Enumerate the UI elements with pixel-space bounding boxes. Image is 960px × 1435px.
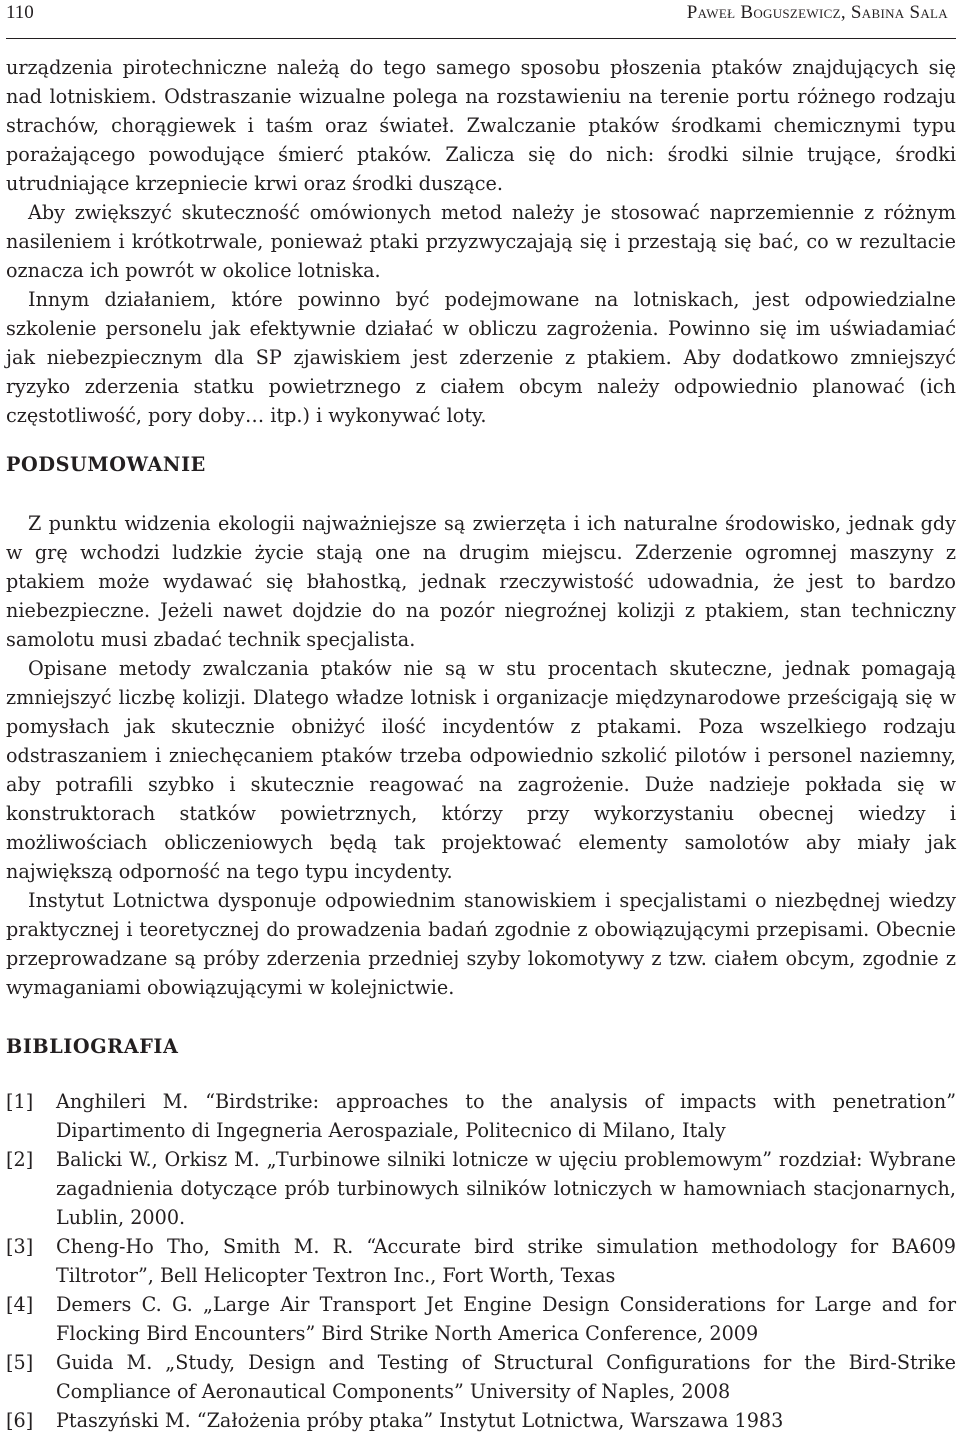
section-heading-bibliography: BIBLIOGRAFIA <box>6 1035 179 1058</box>
bibliography-text: Ptaszyński M. “Założenia próby ptaka” Instytut Lotnictwa, Warszawa 1983 <box>56 1409 784 1432</box>
page-number: 110 <box>6 2 34 23</box>
summary-paragraph: Z punktu widzenia ekologii najważniejsze są zwierzęta i ich naturalne środowisko, jednak gdy w grę wchodzi ludzkie życie stają one na drugim miejscu. Zderzenie ogromnej maszyny z ptakiem może wydawać się błahostką, jednak rzeczywistość udowadnia, że jest to bardzo niebezpieczne. Jeżeli nawet dojdzie do na pozór niegroźnej kolizji z ptakiem, stan techniczny samolotu musi zbadać technik specjalista. <box>6 512 956 651</box>
bibliography-text: Anghileri M. “Birdstrike: approaches to the analysis of impacts with penetration” Dipartimento di Ingegneria Aerospaziale, Politecnico di Milano, Italy <box>56 1090 956 1142</box>
bibliography-text: Balicki W., Orkisz M. „Turbinowe silniki lotnicze w ujęciu problemowym” rozdział: Wybrane zagadnienia dotyczące prób turbinowych silników lotniczych w hamowniach stacjonarnych, Lublin, 2000. <box>56 1148 956 1229</box>
bibliography-entry <box>6 1232 956 1290</box>
bibliography-text: Guida M. „Study, Design and Testing of Structural Configurations for the Bird-Strike Compliance of Aeronautical Components” University of Naples, 2008 <box>56 1351 956 1403</box>
running-head <box>6 0 956 30</box>
bibliography-list <box>6 1087 956 1435</box>
summary-paragraph: Opisane metody zwalczania ptaków nie są w stu procentach skuteczne, jednak pomagają zmniejszyć liczbę kolizji. Dlatego władze lotnisk i organizacje międzynarodowe prześcigają się w pomysłach jak skutecznie obniżyć ilość incydentów z ptakami. Poza wszelkiego rodzaju odstraszaniem i zniechęcaniem ptaków trzeba odpowiednio szkolić pilotów i personel naziemny, aby potrafili szybko i skutecznie reagować na zagrożenie. Duże nadzieje pokłada się w konstruktorach statków powietrznych, którzy przy wykorzystaniu obecnej wiedzy i możliwościach obliczeniowych będą tak projektować elementy samolotów aby miały jak największą odporność na tego typu incydenty. <box>6 657 956 883</box>
bibliography-number: [4] <box>6 1293 34 1316</box>
body-paragraph: Innym działaniem, które powinno być podejmowane na lotniskach, jest odpowiedzialne szkolenie personelu jak efektywnie działać w obliczu zagrożenia. Powinno się im uświadamiać jak niebezpiecznym dla SP zjawiskiem jest zderzenie z ptakiem. Aby dodatkowo zmniejszyć ryzyko zderzenia statku powietrznego z ciałem obcym należy odpowiednio planować (ich częstotliwość, pory doby… itp.) i wykonywać loty. <box>6 288 956 427</box>
document-page <box>6 0 956 1435</box>
body-paragraph: Aby zwiększyć skuteczność omówionych metod należy je stosować naprzemiennie z różnym nasileniem i krótkotrwale, ponieważ ptaki przyzwyczajają się i przestają się bać, co w rezultacie oznacza ich powrót w okolice lotniska. <box>6 201 956 282</box>
body-paragraph: urządzenia pirotechniczne należą do tego samego sposobu płoszenia ptaków znajdujących się nad lotniskiem. Odstraszanie wizualne polega na rozstawieniu na terenie portu różnego rodzaju strachów, chorągiewek i taśm oraz świateł. Zwalczanie ptaków środkami chemicznymi typu porażającego powodujące śmierć ptaków. Zalicza się do nich: środki silnie trujące, środki utrudniające krzepniecie krwi oraz środki duszące. <box>6 56 956 195</box>
bibliography-number: [6] <box>6 1409 34 1432</box>
bibliography-entry <box>6 1087 956 1145</box>
running-head-authors: Paweł Boguszewicz, Sabina Sala <box>686 2 948 23</box>
bibliography-text: Cheng-Ho Tho, Smith M. R. “Accurate bird strike simulation methodology for BA609 Tiltrotor”, Bell Helicopter Textron Inc., Fort Worth, Texas <box>56 1235 956 1287</box>
bibliography-entry <box>6 1348 956 1406</box>
summary-paragraph: Instytut Lotnictwa dysponuje odpowiednim stanowiskiem i specjalistami o niezbędnej wiedzy praktycznej i teoretycznej do prowadzenia badań zgodnie z obowiązującymi przepisami. Obecnie przeprowadzane są próby zderzenia przedniej szyby lokomotywy z tzw. ciałem obcym, zgodnie z wymaganiami obowiązującymi w kolejnictwie. <box>6 889 956 999</box>
bibliography-number: [5] <box>6 1351 34 1374</box>
bibliography-number: [1] <box>6 1090 34 1113</box>
bibliography-text: Demers C. G. „Large Air Transport Jet Engine Design Considerations for Large and for Flocking Bird Encounters” Bird Strike North America Conference, 2009 <box>56 1293 956 1345</box>
bibliography-entry <box>6 1290 956 1348</box>
bibliography-entry <box>6 1145 956 1232</box>
bibliography-number: [2] <box>6 1148 34 1171</box>
section-heading-summary: PODSUMOWANIE <box>6 453 206 476</box>
bibliography-number: [3] <box>6 1235 34 1258</box>
header-rule <box>6 38 956 39</box>
bibliography-entry <box>6 1406 956 1435</box>
